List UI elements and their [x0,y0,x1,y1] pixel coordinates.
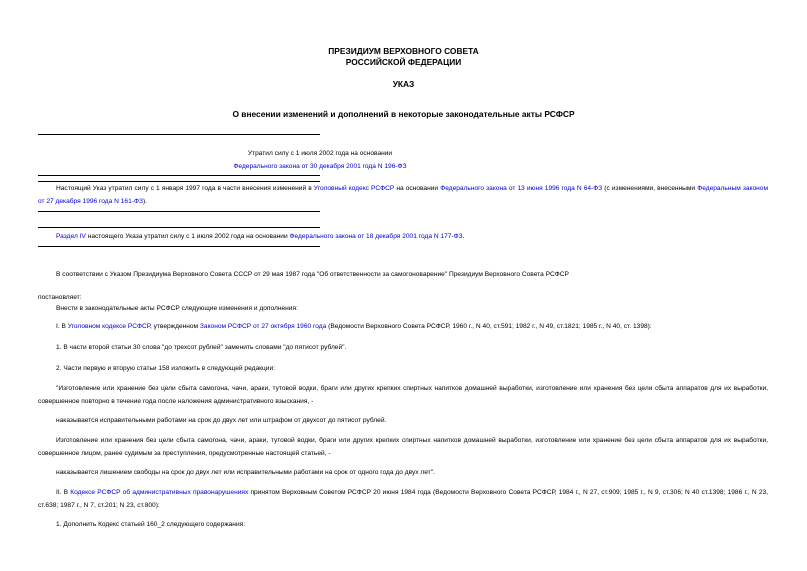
divider [38,227,320,228]
document-type: УКАЗ [392,79,415,89]
section-iv-link[interactable]: Раздел IV [56,233,86,240]
repeal-notice-2-text: ). [142,198,147,205]
rsfsr-law-1960-link[interactable]: Законом РСФСР от 27 октября 1960 года [199,323,327,330]
repeal-notice-2-text: (с изменениями, внесенными [602,185,698,192]
federal-law-196-link[interactable]: Федерального закона от 30 декабря 2001 года N 196-ФЗ [233,163,407,170]
repeal-notice-2 [38,182,768,208]
decrees-word: постановляет: [38,294,82,301]
repeal-notice-3-text: . [462,233,465,240]
section-2-text: принятом Верховным Советом РСФСР 20 июня 1984 года (Ведомости Верховного Совета РСФСР, 1984 г., N 27, ст.909; 1985 г., N 9, ст.306; N 40 ст.1398; 1986 г., N 23, ст.638; 1987 г., N 7, ст.201; N 23, ст.800): [38,489,769,509]
admin-offenses-code-link[interactable]: Кодексе РСФСР об административных правонарушениях [70,489,249,496]
section-1-heading [56,320,652,333]
preamble: В соответствии с Указом Президиума Верховного Совета СССР от 29 мая 1987 года "Об ответственности за самогоноварение" Президиум Верховного Совета РСФСР [56,271,569,278]
federal-law-64-link[interactable]: Федерального закона от 13 июня 1996 года N 64-ФЗ [440,185,603,192]
intro-paragraph: Внести в законодательные акты РСФСР следующие изменения и дополнения: [56,305,298,312]
divider [38,246,320,247]
divider [38,134,320,135]
federal-law-177-link[interactable]: Федерального закона от 18 декабря 2001 года N 177-ФЗ [289,233,463,240]
criminal-code-link[interactable]: Уголовный кодекс РСФСР [313,185,395,192]
document-title: О внесении изменений и дополнений в некоторые законодательные акты РСФСР [232,109,575,119]
section-2-heading [38,486,768,512]
penalty-2: наказывается лишением свободы на срок до двух лет или исправительными работами на срок от одного года до двух лет". [56,469,435,476]
item-2: 2. Части первую и вторую статьи 158 изложить в следующей редакции: [56,365,275,372]
divider [38,211,320,212]
issuer-line-2: РОССИЙСКОЙ ФЕДЕРАЦИИ [345,57,462,67]
federal-law-161-link[interactable]: Федеральным законом от 27 декабря 1996 года N 161-ФЗ [38,185,768,205]
section-1-text: (Ведомости Верховного Совета РСФСР, 1960 г., N 40, ст.591; 1982 г., N 49, ст.1821; 1985 г., N 40, ст. 1398): [326,323,652,330]
issuer-line-1: ПРЕЗИДИУМ ВЕРХОВНОГО СОВЕТА [328,46,479,56]
article-158-part-1: "Изготовление или хранение без цели сбыта самогона, чачи, араки, тутовой водки, браги или других крепких спиртных напитков домашней выработки, изготовление или хранения без цели сбыта аппаратов для их выработки, совершенное повторно в течение года после наложения административного взыскания, - [38,385,768,405]
divider [38,175,320,176]
repeal-notice-1 [190,147,450,173]
repeal-notice-text: Утратил силу с 1 июля 2002 года на основании [247,150,393,157]
repeal-notice-2-text: Настоящий Указ утратил силу с 1 января 1997 года в части внесения изменений в [56,185,314,192]
repeal-notice-2-text: на основании [394,185,441,192]
section-1-text: I. В [56,323,68,330]
article-158-part-2: Изготовление или хранения без цели сбыта самогона, чачи, араки, тутовой водки, браги или других крепких спиртных напитков домашней выработки, изготовление или хранение без цели сбыта аппаратов для их выработки, совершенное лицом, ранее судимым за преступления, предусмотренные настоящей статьей, - [38,437,768,457]
criminal-code-rsfsr-link[interactable]: Уголовном кодексе РСФСР [67,323,150,330]
section-1-text: , утвержденном [149,323,200,330]
repeal-notice-3 [56,230,464,243]
item-3: 1. Дополнить Кодекс статьей 160_2 следующего содержания: [56,521,246,528]
penalty-1: наказывается исправительными работами на срок до двух лет или штрафом от двухсот до пятисот рублей. [56,417,387,424]
repeal-notice-3-text: настоящего Указа утратил силу с 1 июля 2002 года на основании [85,233,290,240]
item-1: 1. В части второй статьи 30 слова "до трехсот рублей" заменить словами "до пятисот рублей". [56,344,347,351]
section-2-text: II. В [56,489,71,496]
